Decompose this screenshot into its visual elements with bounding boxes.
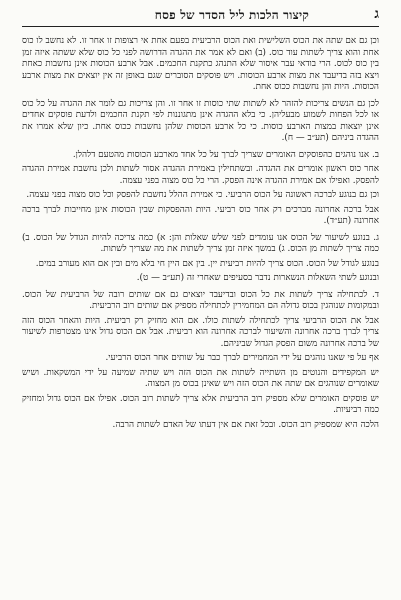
paragraph: אבל ברכה אחרונה מברכים רק אחר כוס רביעי. היות וההפסקות שבין הכוסות אינן מחייבות לברך ברכה אחרונה (תע״ד). <box>22 204 379 226</box>
paragraph: הלכה היא שמספיק רוב הכוס. ובכל זאת אם אין דעתו של האדם לשתות הרבה. <box>112 419 379 430</box>
paragraph: ובנוגע לשתי השאלות הנשארות נדבר בסעיפים שאחרי זה (תע״ב — ט). <box>136 273 379 283</box>
running-header <box>22 6 379 27</box>
paragraph: ד. לכתחילה צריך לשתות את כל הכוס ובדיעבד יוצאים גם אם שותים רובה של הרביעית של הכוס. ובמקומות שנוהגין בכוס גדולה הם המחמירין לכתחילה מספיק אם שותים רוב הרביעית. <box>22 289 379 311</box>
page-number: ג <box>374 6 379 22</box>
paragraph: ב. אנו נוהגים כהפוסקים האומרים שצריך לברך על כל אחד מארבע הכוסות מהטעם דלהלן. <box>72 149 379 160</box>
paragraph: וכן גם אם שתה את הכוס השלישית ואת הכוס הרביעית בפעם אחת אי רצופות זו אחר זו. לא נחשב לו כוס אחת והוא צריך לשתות עוד כוס. (ב) ואם לא אמר את ההגדה הדרושה לפני כל כוס שלא ששתה איזה זמן בין כוס לכוס. הרי בודאי עבר איסור שלא התנהג כתקנת החכמים. אבל ארבע הכוסות אינן נחשבות כאחת ויצא בזה בדיעבד את מצות ארבע הכוסות. ויש פוסקים הסוברים שגם באופן זה אין יוצאים את מצות ארבע הכוסות. היות והן נחשבות ככוס אחת. <box>22 36 379 92</box>
paragraph: וכן גם בנוגע לברכה ראשונה על הכוס הרביעי. כי אמירת ההלל נחשבת להפסק וכל כוס מצוה בפני עצמה. <box>26 190 379 200</box>
paragraph: לכן גם הנשים צריכות להזהר לא לשתות שתי כוסות זו אחר זו. והן צריכות גם לומר את ההגדה על כל כוס או לכל הפחות לשמוע מבעליהן. כי בלא ההגדה אינן מתגוננות לפי תקנת החכמים ולדעת פוסקים אחדים אינן יוצאות במצות הארבע כוסות. כי כל ארבע הכוסות שלהן נחשבות ככוס אחת. כיון שלא אמרו את ההגדה ביניהם (תע״ב — ח). <box>22 98 379 143</box>
paragraph: אחר כוס ראשון אומרים את ההגדה. ובשתחילין באמירת ההגדה אסור לשתות ולכן נחשבת אמירת ההגדה להפסק. ואפילו אם אמירת ההגדה אינה הפסק. הרי כל כוס מצוה בפני עצמה. <box>22 164 379 186</box>
body-text <box>22 36 379 431</box>
paragraph: יש פוסקים האומרים שלא מספיק רוב הרביעית אלא צריך לשתות רוב הכוס. אפילו אם הכוס גדול ומחזיק כמה רביעיות. <box>22 393 379 415</box>
paragraph: אף על פי שאנו נוהגים על ידי המחמירים לברך כבר על שותים אחר הכוס הרביעי. <box>105 353 379 363</box>
paragraph: בנוגע לגודל של הכוס. הכוס צריך להיות רביעית יין. בין אם היין חי בלא מים ובין אם הוא מעורב במים. <box>35 258 379 269</box>
paragraph: אבל את הכוס הרביעי צריך לכתחילה לשתות כולו. אם הוא מחזיק רק רביעית. היות והאחר הכוס הזה צריך לברך ברכה אחרונה והשיעור לברכה אחרונה הוא רביעית. אבל אם הכוס גדול אינו מצטרפות לשיעור של ברכה אחרונה משום הפסק הגדול שביניהם. <box>22 315 379 349</box>
paragraph: ג. בנוגע לשיעור של הכוס אנו עומדים לפני שלש שאלות והן: א) כמה צריכה להיות הגודל של הכוס. ב) כמה צריך לשתות מן הכוס. ג) במשך איזה זמן צריך לשתות את מה שצריך לשתות. <box>22 232 379 254</box>
header-title: קיצור הלכות ליל הסדר של פסח <box>154 8 309 22</box>
paragraph: יש המקפידים והנוטים מן השתייה לשתות את הכוס הזה ויש שתיה שמיעה על ידי המשקאות. ושיש שאומרים שנוהגים אם שתה את הכוס הזה ויש שאינן בכוס מן המצוה. <box>22 367 379 389</box>
